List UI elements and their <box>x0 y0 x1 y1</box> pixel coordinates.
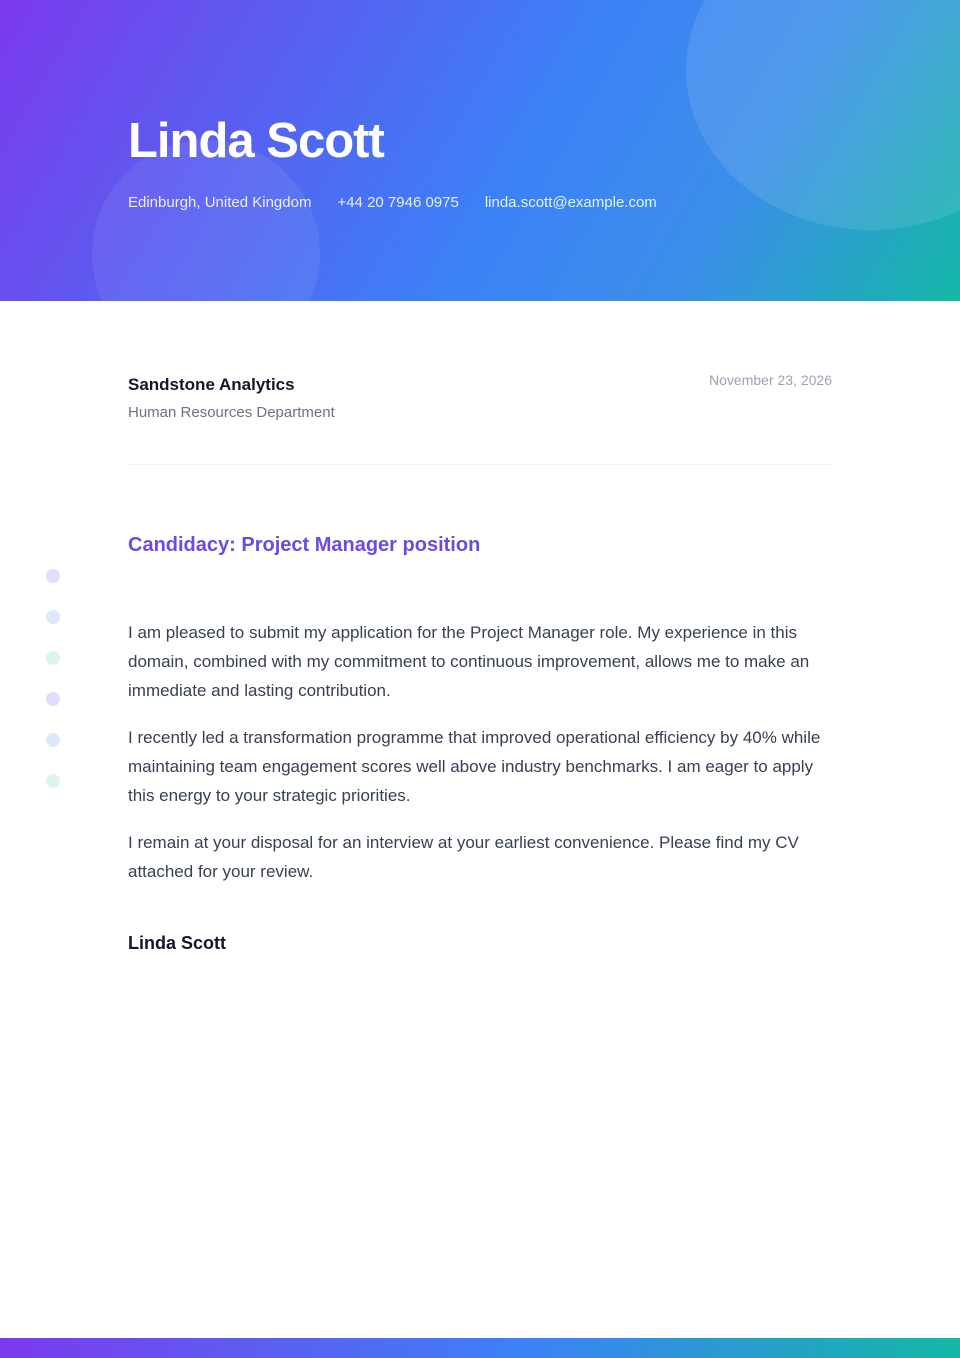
signature-name: Linda Scott <box>128 933 226 953</box>
decorative-dot <box>46 651 60 665</box>
phone-text: +44 20 7946 0975 <box>337 194 459 211</box>
decorative-dot <box>46 774 60 788</box>
decorative-dot <box>46 569 60 583</box>
decorative-dots <box>46 569 60 815</box>
footer-gradient-bar <box>0 1338 960 1358</box>
body-paragraph: I remain at your disposal for an interview at your earliest convenience. Please find my CV attached for your review. <box>128 833 799 881</box>
header-banner <box>0 0 960 301</box>
letter-subject: Candidacy: Project Manager position <box>128 534 481 556</box>
decorative-circle <box>686 0 960 230</box>
recipient-department: Human Resources Department <box>128 404 335 421</box>
body-paragraph: I recently led a transformation programme that improved operational efficiency by 40% while maintaining team engagement scores well above industry benchmarks. I am eager to apply this energy to your strategic priorities. <box>128 728 821 805</box>
decorative-dot <box>46 610 60 624</box>
decorative-dot <box>46 692 60 706</box>
contact-info <box>128 193 657 213</box>
divider <box>128 464 832 465</box>
email-link[interactable]: linda.scott@example.com <box>484 194 657 211</box>
decorative-dot <box>46 733 60 747</box>
letter-date: November 23, 2026 <box>709 372 832 388</box>
body-paragraph: I am pleased to submit my application for the Project Manager role. My experience in this domain, combined with my commitment to continuous improvement, allows me to make an immediate and lasting contribution. <box>128 623 810 700</box>
letter-body <box>128 618 832 904</box>
sender-name: Linda Scott <box>128 114 384 168</box>
recipient-company: Sandstone Analytics <box>128 375 295 394</box>
location-text: Edinburgh, United Kingdom <box>128 194 312 211</box>
